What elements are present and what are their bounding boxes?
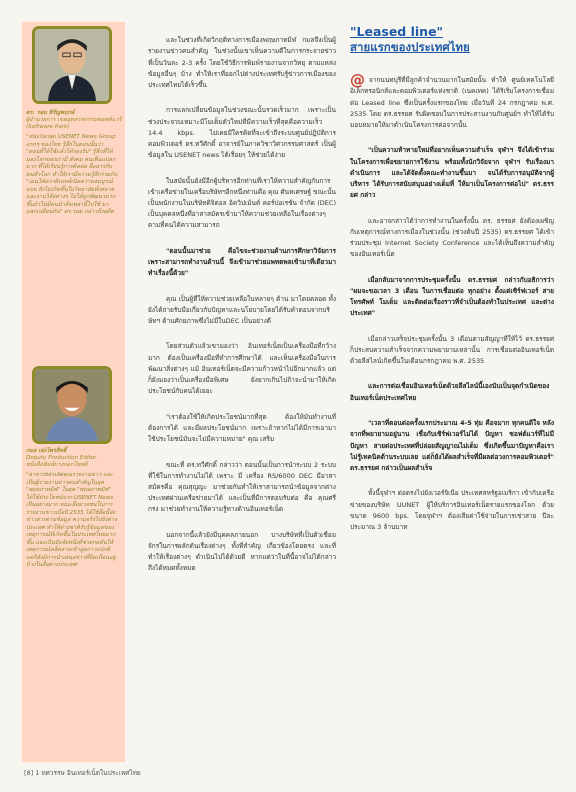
middle-paragraph: นอกจากนี้แล้วยังมีบุคคลภายนอก บางบริษัทที่เป็นตัวเชื่อมจักรในการผลักดันเรื่องต่างๆ ทั้งที่สำคัญ เกี่ยวข้องโดยตรง และที่ทำให้เรื่องต่างๆ ดำเนินไปได้ด้วยดี หากแต่ว่าในที่นี้อาจไม่ได้กล่าวถึงได้หมดทั้งหมด bbox=[148, 530, 336, 573]
right-paragraph-quote: "เป็นความท้าทายใหม่ที่อยากเห็นความสำเร็จ จุฬาฯ จึงได้เข้าร่วมในโครงการเพื่อขยายการใช้งาน พร้อมทั้งนักวิจัยจาก จุฬาฯ รับเรื่องมาดำเนินการ และได้จัดตั้งคณะทำงานขึ้นมา จนได้รับการอนุมัติจากผู้บริหาร ได้รับการสนับสนุนอย่างเต็มที่ ให้มาเป็นโครงการต่อไป" ดร.ธรรยศ กล่าว bbox=[350, 146, 554, 200]
person-2-title: Deputy Production Editor หนังสือพิมพ์บางกอกโพสต์ bbox=[26, 455, 97, 469]
portrait-photo-1 bbox=[32, 26, 112, 104]
portrait-1-image bbox=[35, 29, 109, 101]
right-paragraph: และอาจกล่าวได้ว่าการทำงานในครั้งนั้น ดร. ธรรยศ ยังต้องเผชิญกับเหตุการณ์ทางการเมืองในช่วงนั้น (ช่วงต้นปี 2535) ดร.ธรรยศ ได้เข้าร่วมประชุม Internet Society Conference และได้เห็นถึงความสำคัญของอินเทอร์เน็ต bbox=[350, 216, 554, 259]
person-1-name: ดร. รอม หิรัญพฤกษ์ bbox=[26, 110, 75, 116]
right-paragraph: เมื่อกล่าวเสร็จประชุมครั้งนั้น 3 เดือนตามสัญญาที่ให้ไว้ ดร.ธรรยศ ก็ประสบความสำเร็จจากความพยายามเหล่านั้น การเชื่อมต่ออินเทอร์เน็ตด้วยลีสไลน์เกิดขึ้นในเดือนกรกฎาคม พ.ศ. 2535 bbox=[350, 334, 554, 366]
quote-person-2: "อาจารย์สรเลิศคุณรายงานข่าว และเป็นผู้รายงานข่าวคนสำคัญในยุค "พฤษภาทมิฬ" ในยุค "พฤษภาทมิฬ" ได้ใช้ประโยชน์จาก USENET News เป็นอย่างมาก ขณะสื่อมวลชนในการรายงานข่าวเมื่อปี 2535 ได้ใช้สื่อนี้ส่งข่าวสารตามข้อมูล ความจริงไปยังต่างประเทศ ทำให้ต่างชาติรับรู้ข้อมูลของเหตุการณ์ที่เกิดขึ้นในประเทศไทยมากขึ้น และเป็นปัจจัยหนึ่งที่ช่วยกดดันให้เหตุการณ์คลี่คลายเข้าสู่สภาวะปกติ แต่ก็ยังมีการนำเสนอข่าวที่บิดเบือนอยู่บ้างในสื่อต่างประเทศ bbox=[26, 472, 117, 568]
caption-person-2 bbox=[26, 448, 122, 470]
person-1-title: ผู้อำนวยการ เขตอุตสาหกรรมซอฟต์แวร์ (Software Park) bbox=[26, 117, 122, 131]
middle-paragraph: ในสมัยนั้นยังมีอีกผู้บริหารอีกท่านที่เราให้ความสำคัญกับการเข้าเครือข่ายในเครือบริษัทฯอีกหนึ่งท่านคือ คุณ ศันทเศรษฐ์ ขณะนั้นเป็นพนักงานในบริษัทดิจิตอล อิควิปเม้นต์ คอร์ปอเรชั่น จำกัด (DEC) เป็นบุคคลหนึ่งที่อาสาสมัครเข้ามาให้ความช่วยเหลือในเรื่องต่างๆ ตามที่คนได้ความสามารถ bbox=[148, 176, 336, 230]
person-2-name: กมล เอ่งไพรสิทธิ์ bbox=[26, 448, 67, 454]
portrait-2-image bbox=[35, 369, 109, 441]
middle-paragraph: และในช่วงที่เกิดวิกฤติทางการเมืองพฤษภาทมิฬ กมลจึงเป็นผู้รายงานข่าวคนสำคัญ ในช่วงนั้นเขาเห็นความดีในการกระจายข่าวที่เป็นวันละ 2-3 ครั้ง โดยใช้วิธีการพิมพ์รายงานจากวิทยุ ตามแหล่งข้อมูลอื่นๆ บ้าง ทำให้เราที่ออกไปต่างประเทศรับรู้ข่าวการเมืองของประเทศไทยได้เร็วขึ้น bbox=[148, 36, 336, 90]
at-sign-icon: @ bbox=[350, 71, 365, 90]
middle-paragraph: ขณะที่ ดร.ทวีศักดิ์ กล่าวว่า ตอนนั้นเป็นการนำระบบ 2 ระบบที่ใช้ในการทำงานไม่ได้ เพราะ มี เครื่อง RS/6000 DEC มีอาสาสมัครคือ คุณสุญญะ มาช่วยกันทำให้เราสามารถนำข้อมูลจากต่างประเทศผ่านเครือข่ายมาได้ และเป็นที่มีการตอบรับต่อ คือ คุณศรีกรง มาช่วยทำงานให้ความรู้ทางด้านอินเทอร์เน็ต bbox=[148, 460, 336, 514]
caption-person-1 bbox=[26, 110, 122, 132]
headline-first-line-thailand: สายแรกของประเทศไทย bbox=[350, 40, 470, 54]
headline-leased-line: "Leased line" bbox=[350, 24, 444, 39]
right-paragraph: ทั้งนี้จุฬาฯ ต่อตรงไปยังเวอร์จิเนีย ประเทศสหรัฐอเมริกา เข้ากับเครือข่ายของบริษัท UUNET ผู้ให้บริการอินเทอร์เน็ตรายแรกของโลก ด้วยขนาด 9600 bps. โดยจุฬาฯ ต้องเสียค่าใช้จ่ายในการเช่าสาย ปีละประมาณ 3 ล้านบาท bbox=[350, 489, 554, 531]
page-footer: [8] 1 ทศวรรษ อินเทอร์เน็ตในประเทศไทย bbox=[24, 769, 141, 777]
quote-person-1: "หนึ่งในกลุ่ม USENET News Group แรกๆ ของไทย รู้สึกในตอนนั้นว่า "ตอนที่ได้ใช้แล้วได้รองรับ" รู้สึกที่ได้มองโลกของเรามี สังคม คนเห็นแปลกมาก ที่ได้เรียนรู้การติดต่อ สื่อสารกับคนทั่วโลก ทำให้เรามีความรู้สึกร่วมกับ "เมนโค้ดวาดิเบทส์เนิดความสมบูรณ์แบบ ยังไม่เกิดขึ้นในวิทยาลัยทั้งหลาย และงานวิจัยต่างๆ ไม่ได้ถูกพัฒนามากขึ้นถ้าไม่มีคนนำสิ่งเหล่านี้ไปใช้ มาแลกเปลี่ยนกัน" ดร.รอม กล่าวถึงอดีต bbox=[26, 134, 118, 215]
right-paragraph-quote: "เวลาที่ตอนต่อครั้งแรกประมาณ 4-5 ทุ่ม คือจมาก ทุกคนดีใจ หลังจากที่พยายามอยู่นาน เชื่อกับเซิร์ฟเวอร์ไม่ได้ ปัญหา ซอฟต์แวร์ที่ไม่มีปัญหา สายต่อประเทศที่ปล่อยสัญญาณไม่เต็ม ซึ่งเกิดขึ้นมาปัญหาคือเราไม่รู้เทคนิคต้านระบบเลย แต่ก็ยังได้ผลสำเร็จที่มีผลต่อวงการคอมพิวเตอร์" ดร.ธรรยศ กล่าวเป็นผลสำเร็จ bbox=[350, 419, 554, 472]
middle-paragraph-quote: "ตอนนั้นมาช่วย คือไขจะช่วยงานด้านการศึกษาวิจัยการ เพราะสามารถทำงานด้านนี้ จึงเข้ามาช่วยแพทตพลเข้ามาที่เดียวมาทำเรื่องนี้ด้วย" bbox=[148, 246, 336, 278]
portrait-photo-2 bbox=[32, 366, 112, 444]
right-paragraph-quote: เมื่อกลับมาจากการประชุมครั้งนั้น ดร.ธรรยศ กล่าวกับอธิการว่า "ผมจะขอเวลา 3 เดือน ในการเชื่อมต่อ ทุกอย่าง ตั้งแต่เซิร์ฟเวอร์ สายโทรศัพท์ โมเด็ม และติดต่อเรื่องราวที่จำเป็นต้องทำในประเทศ และต่างประเทศ" bbox=[350, 275, 554, 318]
middle-paragraph: โดยส่วนตัวแล้วเขามองว่า อินเทอร์เน็ตเป็นเครื่องมือที่กว้างมาก ต้องเป็นเครื่องมือที่ทำการศึกษาได้ และเห็นเครื่องมือในการพัฒนาสิ่งต่างๆ แม้ อินเทอร์เน็ตจะมีความก้าวหน้าไปอีกมากแล้ว แต่ก็ยังมองว่าเป็นเครื่องมือพิเศษ ยังยากเกินไปถ้าจะนำมาให้เกิดประโยชน์กับคนได้เยอะ bbox=[148, 342, 336, 396]
right-paragraph-lead bbox=[350, 71, 554, 131]
right-paragraph-lead-text: จากนนทบุรีที่มีลูกค้าจำนวนมากในสมัยนั้น ทำให้ ศูนย์เทคโนโลยีอิเล็กทรอนิกส์และคอมพิวเตอร์แห่งชาติ (เนคเทค) ได้ริเริ่มโครงการเชื่อมต่อ Leased line ซึ่งเป็นครั้งแรกของไทย เมื่อวันที่ 24 กรกฎาคม พ.ศ. 2535 โดย ดร.ธรรยศ รับผิดชอบในการประสานงานกับศูนย์ฯ ทำให้ได้รับมอบหมายให้มาดำเนินโครงการต่อจากนั้น bbox=[350, 76, 554, 130]
middle-paragraph: การแลกเปลี่ยนข้อมูลในช่วงขณะนั้นรวดเร็วมาก เพราะเป็นช่วงประจวบเหมาะมีโมเด็มตัวใหม่ที่มีความเร็วที่สุดคือความเร็ว 14.4 kbps. ไม่เคยมีใครคิดที่จะเข้าถึงระบบศูนย์ปฏิบัติการคอมพิวเตอร์ ดร.ทวีศักดิ์ อาจารย์ในภาควิชาวิศวกรรมศาสตร์ เป็นผู้ข้อมูลใน USENET news ได้เรื่อยๆ ให้ช่วยได้ง่าย bbox=[148, 106, 336, 160]
middle-paragraph: คุณ เป็นผู้ที่ให้ความช่วยเหลือในหลายๆ ด้าน มาโดยตลอด ทั้งยังได้ถ่ายรับมือเกี่ยวกับปัญหาและนโยบายโดยได้รับคำตอบจากบริษัทฯ ด้านศักยภาพซึ่งไม่มีในDEC เป็นอย่างดี bbox=[148, 294, 336, 326]
right-column bbox=[350, 64, 554, 762]
middle-column bbox=[148, 24, 336, 762]
right-paragraph-bold: และการต่อเชื่อมอินเทอร์เน็ตด้วยลีสไลน์นี้เองนับเป็นจุดกำเนิดของ อินเทอร์เน็ตประเทศไทย bbox=[350, 382, 550, 402]
middle-paragraph-quote: "เราต้องใช้ให้เกิดประโยชน์มากที่สุด ต้องให้มันทำงานที่ต้องการได้ และมีผลประโยชน์มาก เพราะถ้าหากไม่ได้มีการเอามาใช้ประโยชน์มันจะไม่มีความหมาย" คุณ เสริม bbox=[148, 412, 336, 444]
